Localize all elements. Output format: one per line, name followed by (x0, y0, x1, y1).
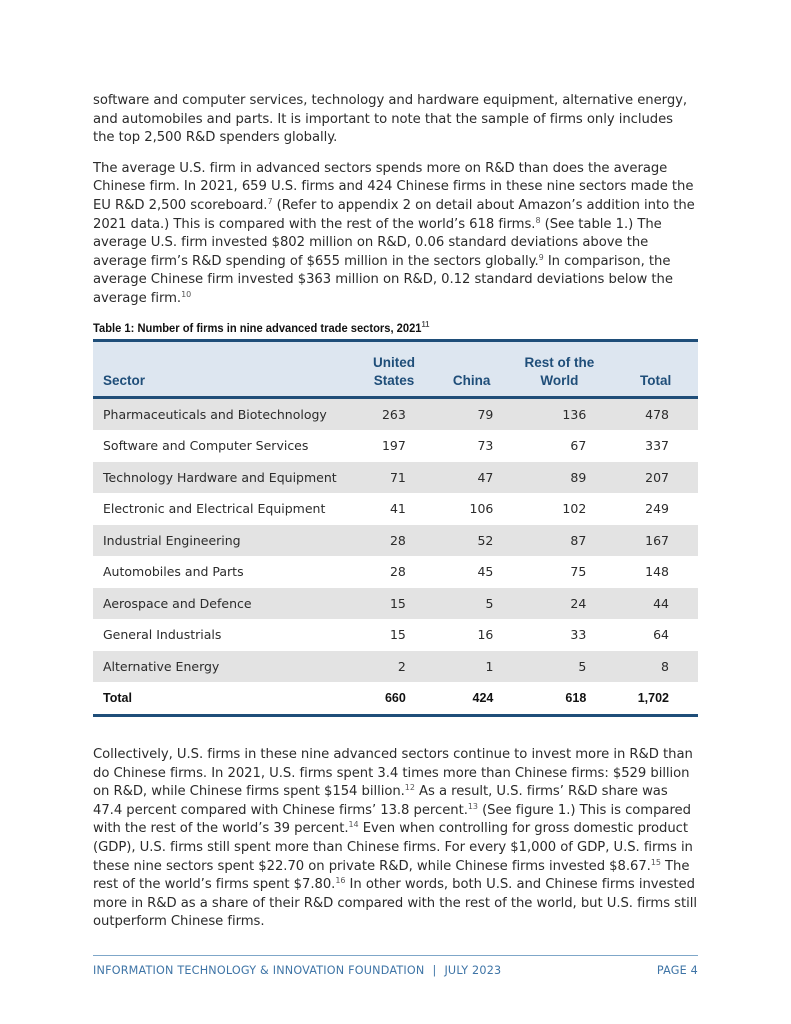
cell-china: 79 (477, 406, 494, 422)
cell-total: 207 (645, 469, 669, 485)
cell-china: 45 (477, 564, 494, 580)
cell-china: 73 (477, 438, 494, 454)
text-segment: (Refer to appendix 2 on detail about Amazon’s addition into the 2021 data.) This is compared with the rest of the world’s 618 firms. (93, 197, 695, 232)
cell-us: 15 (389, 595, 406, 611)
cell-rest: 24 (570, 595, 587, 611)
cell-us: 263 (381, 406, 406, 422)
table-row (93, 397, 698, 430)
footnote-ref-8[interactable]: 8 (535, 215, 541, 225)
header-sector: Sector (93, 340, 350, 397)
table-row (93, 619, 698, 651)
cell-rest: 5 (578, 658, 587, 674)
text-segment: In comparison, the average Chinese firm invested $363 million on R&D, 0.12 standard deviations below the average firm. (93, 253, 673, 306)
footnote-ref-7[interactable]: 7 (267, 196, 273, 206)
footnote-ref-13[interactable]: 13 (467, 801, 478, 811)
cell-us: 71 (389, 469, 406, 485)
header-china: China (438, 340, 506, 397)
cell-rest: 87 (570, 532, 587, 548)
firms-table (93, 339, 698, 718)
cell-total: 167 (645, 532, 669, 548)
footer-divider (93, 955, 698, 956)
cell-china: 424 (472, 691, 494, 706)
cell-china: 52 (477, 532, 494, 548)
footer-date: JULY 2023 (444, 964, 502, 977)
text-segment: (See table 1.) The average U.S. firm invested $802 million on R&D, 0.06 standard deviations above the average firm’s R&D spending of $655 million in the sectors globally. (93, 216, 662, 269)
table-header-row (93, 340, 698, 397)
paragraph-intro: software and computer services, technology and hardware equipment, alternative energy, and automobiles and parts. It is important to note that the sample of firms only includes the top 2,500 R&D spenders globally. (93, 93, 688, 146)
paragraph-collective (93, 746, 698, 932)
cell-sector: Pharmaceuticals and Biotechnology (103, 406, 327, 422)
table-row (93, 430, 698, 462)
cell-total: 337 (645, 438, 669, 454)
cell-us: 197 (381, 438, 406, 454)
footnote-ref-11[interactable]: 11 (421, 319, 430, 329)
footnote-ref-14[interactable]: 14 (348, 820, 359, 830)
cell-sector: Electronic and Electrical Equipment (103, 501, 326, 517)
cell-rest: 67 (570, 438, 587, 454)
cell-us: 15 (389, 627, 406, 643)
header-united-states (350, 340, 438, 397)
cell-sector: Industrial Engineering (103, 532, 241, 548)
text-segment: In other words, both U.S. and Chinese firms invested more in R&D as a share of their R&D compared with the rest of the world, but U.S. firms still outperform Chinese firms. (93, 877, 697, 930)
cell-rest: 618 (565, 691, 587, 706)
footer-left (93, 964, 501, 977)
table-row (93, 493, 698, 525)
footer-org: INFORMATION TECHNOLOGY & INNOVATION FOUNDATION (93, 964, 425, 977)
cell-rest: 33 (570, 627, 587, 643)
cell-sector: Total (103, 691, 132, 706)
cell-total: 1,702 (637, 691, 669, 706)
table-caption-text: Table 1: Number of firms in nine advanced trade sectors, 2021 (93, 320, 422, 335)
cell-total: 478 (645, 406, 669, 422)
footnote-ref-12[interactable]: 12 (404, 783, 415, 793)
cell-total: 64 (653, 627, 669, 643)
cell-us: 41 (389, 501, 406, 517)
cell-total: 249 (645, 501, 669, 517)
header-total: Total (613, 340, 698, 397)
table-total-row (93, 682, 698, 716)
cell-us: 28 (389, 564, 406, 580)
cell-rest: 102 (562, 501, 587, 517)
text-segment: The rest of the world’s firms spent $7.80. (93, 858, 690, 893)
cell-us: 2 (397, 658, 406, 674)
header-row-line1: Rest of the (524, 354, 595, 370)
footer-separator: | (432, 964, 437, 977)
cell-china: 5 (485, 595, 494, 611)
text-segment: As a result, U.S. firms’ R&D share was 47.4 percent compared with Chinese firms’ 13.8 percent. (93, 784, 668, 818)
table-row (93, 462, 698, 494)
header-us-line2: States (373, 372, 415, 388)
cell-us: 28 (389, 532, 406, 548)
cell-sector: Aerospace and Defence (103, 595, 252, 611)
text-segment: The average U.S. firm in advanced sectors spends more on R&D than does the average Chinese firm. In 2021, 659 U.S. firms and 424 Chinese firms in these nine sectors made the EU R&D 2,500 scoreboard. (93, 160, 694, 213)
cell-china: 106 (469, 501, 494, 517)
footer-page-number: PAGE 4 (656, 964, 698, 977)
cell-us: 660 (384, 691, 406, 706)
cell-sector: Alternative Energy (103, 658, 220, 674)
footnote-ref-16[interactable]: 16 (335, 876, 346, 886)
text-segment: Collectively, U.S. firms in these nine advanced sectors continue to invest more in R&D than do Chinese firms. In 2021, U.S. firms spent 3.4 times more than Chinese firms: $529 billion on R&D, while Chinese firms spent $154 billion. (93, 747, 693, 800)
page-content (93, 92, 698, 944)
cell-sector: Software and Computer Services (103, 438, 309, 454)
footnote-ref-10[interactable]: 10 (181, 289, 192, 299)
cell-china: 1 (485, 658, 494, 674)
table-caption (93, 321, 656, 335)
cell-total: 8 (661, 658, 669, 674)
cell-china: 47 (477, 469, 494, 485)
text-segment: Even when controlling for gross domestic product (GDP), U.S. firms still spent more than Chinese firms. For every $1,000 of GDP, U.S. firms in these nine sectors spent $22.70 on private R&D, while Chinese firms invested $8.67. (93, 821, 693, 874)
header-rest-of-world (505, 340, 613, 397)
table-row (93, 588, 698, 620)
cell-sector: Automobiles and Parts (103, 564, 244, 580)
header-row-line2: World (540, 372, 579, 388)
header-us-line1: United (372, 354, 415, 370)
cell-total: 44 (653, 595, 669, 611)
text-segment: (See figure 1.) This is compared with the rest of the world’s 39 percent. (93, 802, 691, 837)
table-row (93, 651, 698, 683)
cell-sector: Technology Hardware and Equipment (103, 469, 337, 485)
cell-rest: 75 (570, 564, 587, 580)
cell-rest: 136 (562, 406, 587, 422)
cell-total: 148 (645, 564, 669, 580)
table-row (93, 556, 698, 588)
cell-china: 16 (477, 627, 494, 643)
table-row (93, 525, 698, 557)
footnote-ref-15[interactable]: 15 (650, 857, 661, 867)
cell-rest: 89 (570, 469, 587, 485)
footnote-ref-9[interactable]: 9 (538, 252, 544, 262)
paragraph-average-firm (93, 160, 698, 309)
cell-sector: General Industrials (103, 627, 222, 643)
